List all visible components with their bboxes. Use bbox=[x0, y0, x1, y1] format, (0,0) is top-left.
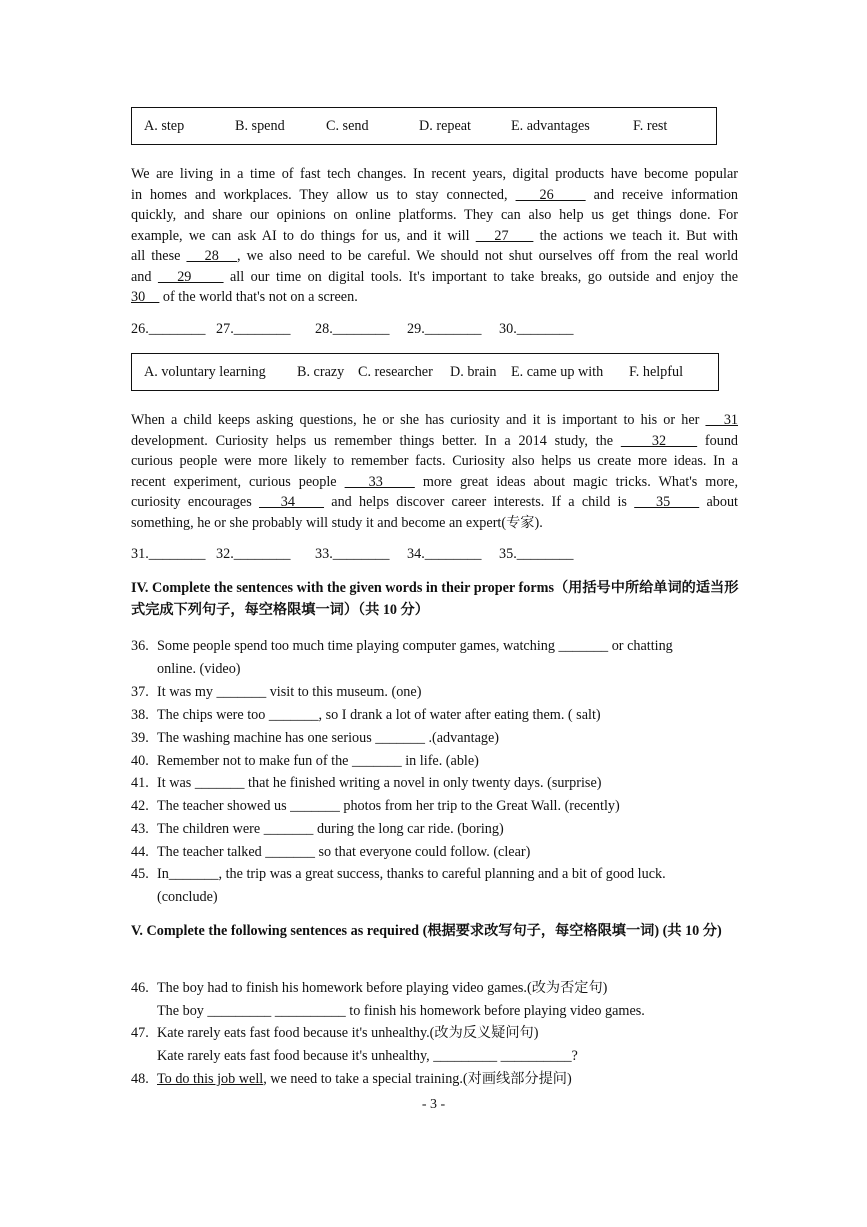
passage-line: 30 of the world that's not on a screen. bbox=[131, 289, 358, 305]
question-48: 48. To do this job well, we need to take a special training.(对画线部分提问) bbox=[131, 1071, 572, 1087]
question-38: 38. The chips were too _______, so I drank a lot of water after eating them. ( salt) bbox=[131, 707, 601, 723]
answer-blank[interactable]: 26.________ bbox=[131, 321, 206, 337]
word-option: E. advantages bbox=[511, 117, 590, 134]
word-option: B. crazy bbox=[297, 363, 345, 380]
blank-35: 35 bbox=[634, 494, 700, 510]
word-option: A. step bbox=[144, 117, 185, 134]
question-46: 46. The boy had to finish his homework before playing video games.(改为否定句) The boy _________ __________ to finish his homework before playing video games. bbox=[131, 980, 645, 1019]
question-47: 47. Kate rarely eats fast food because it's unhealthy.(改为反义疑问句) Kate rarely eats fast food because it's unhealthy, _________ __________? bbox=[131, 1025, 578, 1064]
blank-32: 32 bbox=[620, 432, 698, 449]
blank-34: 34 bbox=[258, 494, 325, 510]
passage-line: all these 28 , we also need to be careful. We should not shut ourselves off from the real world bbox=[131, 248, 738, 264]
answer-blank[interactable]: 31.________ bbox=[131, 546, 206, 562]
blank-27: 27 bbox=[475, 227, 534, 244]
word-bank-box-2 bbox=[131, 353, 719, 391]
passage-line: and 29 all our time on digital tools. It's important to take breaks, go outside and enjoy the bbox=[131, 268, 738, 285]
passage-line: example, we can ask AI to do things for us, and it will 27 the actions we teach it. But with bbox=[131, 227, 739, 244]
answer-blank[interactable]: 34.________ bbox=[407, 546, 482, 562]
answer-blank[interactable]: 35.________ bbox=[499, 546, 574, 562]
section-5-heading: V. Complete the following sentences as required (根据要求改写句子，每空格限填一词) (共 10 分) bbox=[131, 923, 722, 939]
answer-row-31-35 bbox=[131, 546, 573, 563]
question-43: 43. The children were _______ during the long car ride. (boring) bbox=[131, 821, 504, 837]
page-number: - 3 - bbox=[421, 1097, 446, 1112]
blank-33: 33 bbox=[344, 473, 415, 490]
word-option: A. voluntary learning bbox=[144, 363, 266, 380]
question-40: 40. Remember not to make fun of the _______ in life. (able) bbox=[131, 753, 479, 769]
passage-line: curiosity encourages 34 and helps discover career interests. If a child is 35 about bbox=[131, 494, 739, 510]
word-option: C. researcher bbox=[358, 363, 433, 380]
answer-row-26-30 bbox=[131, 321, 573, 338]
answer-blank[interactable]: 30.________ bbox=[499, 321, 574, 337]
word-option: D. brain bbox=[450, 363, 497, 380]
passage-line: We are living in a time of fast tech changes. In recent years, digital products have become popular bbox=[131, 166, 738, 182]
passage-line: in homes and workplaces. They allow us to stay connected, 26 and receive information bbox=[131, 186, 739, 203]
answer-blank[interactable]: 29.________ bbox=[407, 321, 482, 337]
blank-31: 31 bbox=[705, 412, 739, 428]
blank-29: 29 bbox=[157, 268, 224, 285]
passage-line: development. Curiosity helps us remember things better. In a 2014 study, the 32 found bbox=[131, 432, 739, 449]
passage-1 bbox=[131, 164, 738, 308]
passage-line: something, he or she probably will study it and become an expert(专家). bbox=[131, 514, 543, 531]
question-44: 44. The teacher talked _______ so that everyone could follow. (clear) bbox=[131, 844, 531, 860]
blank-30: 30 bbox=[131, 289, 160, 305]
question-36: 36. Some people spend too much time playing computer games, watching _______ or chatting online. (video) bbox=[131, 638, 673, 677]
answer-blank[interactable]: 27.________ bbox=[216, 321, 291, 337]
word-bank-box-1 bbox=[131, 107, 717, 145]
word-option: E. came up with bbox=[511, 363, 604, 380]
blank-26: 26 bbox=[515, 186, 586, 203]
word-option: F. helpful bbox=[629, 363, 684, 380]
question-41: 41. It was _______ that he finished writing a novel in only twenty days. (surprise) bbox=[131, 775, 602, 791]
word-option: D. repeat bbox=[419, 117, 471, 134]
word-option: B. spend bbox=[235, 117, 285, 134]
question-42: 42. The teacher showed us _______ photos from her trip to the Great Wall. (recently) bbox=[131, 798, 620, 814]
passage-line: When a child keeps asking questions, he or she has curiosity and it is important to his or her 31 bbox=[131, 412, 739, 428]
question-45: 45. In_______, the trip was a great success, thanks to careful planning and a bit of good luck. (conclude) bbox=[131, 866, 666, 905]
answer-blank[interactable]: 32.________ bbox=[216, 546, 291, 562]
passage-line: curious people were more likely to remember facts. Curiosity also helps us create more ideas. In a bbox=[131, 453, 738, 469]
passage-line: recent experiment, curious people 33 more great ideas about magic tricks. What's more, bbox=[131, 473, 738, 490]
underlined-phrase: To do this job well bbox=[157, 1071, 264, 1087]
word-option: C. send bbox=[326, 117, 369, 134]
word-option: F. rest bbox=[633, 117, 668, 134]
question-39: 39. The washing machine has one serious _______ .(advantage) bbox=[131, 730, 499, 746]
passage-2 bbox=[131, 410, 738, 533]
blank-28: 28 bbox=[186, 248, 237, 264]
section-4-heading: IV. Complete the sentences with the given words in their proper forms（用括号中所给单词的适当形式完成下列句子，每空格限填一词）（共 10 分） bbox=[131, 580, 739, 618]
answer-blank[interactable]: 33.________ bbox=[315, 546, 390, 562]
passage-line: quickly, and share our opinions on online platforms. They can also help us get things done. For bbox=[131, 207, 738, 223]
question-37: 37. It was my _______ visit to this museum. (one) bbox=[131, 684, 422, 700]
answer-blank[interactable]: 28.________ bbox=[315, 321, 390, 337]
